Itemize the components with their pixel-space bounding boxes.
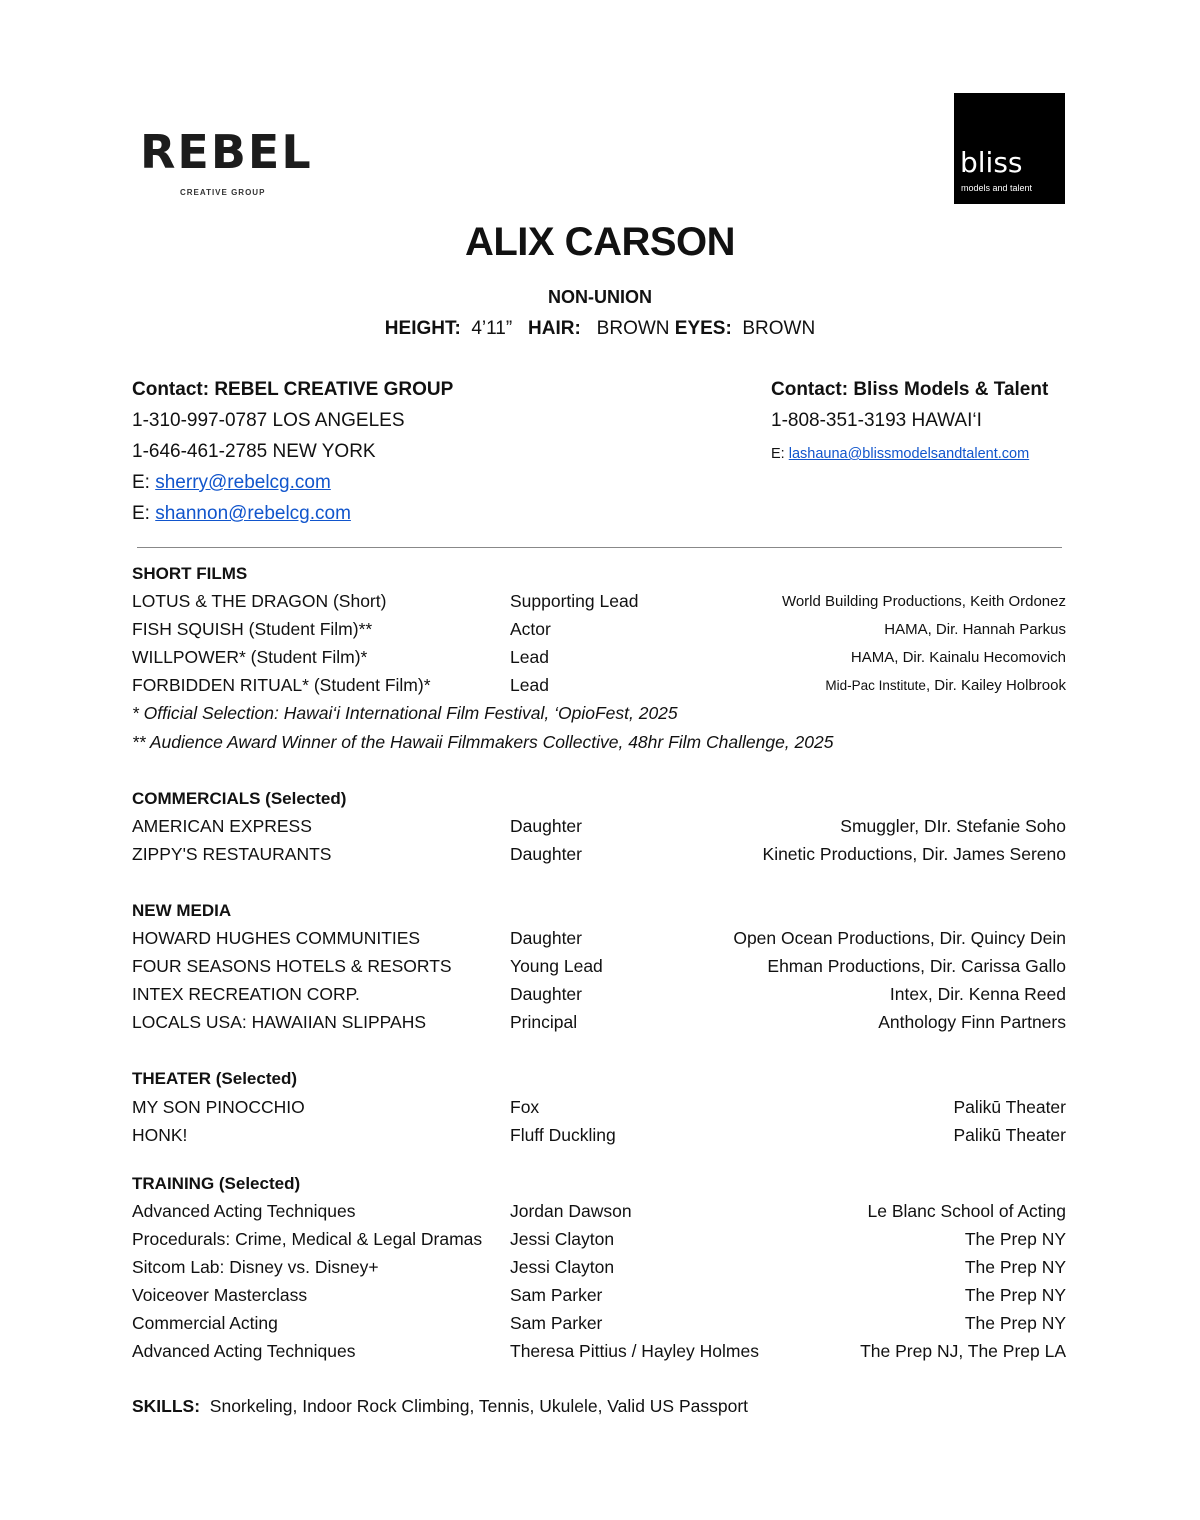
training-school: The Prep NY: [964, 1229, 1066, 1249]
credit-company: Open Ocean Productions, Dir. Quincy Dein: [733, 928, 1066, 948]
skills-line: [132, 1396, 748, 1417]
credit-title: FORBIDDEN RITUAL* (Student Film)*: [132, 675, 431, 695]
training-teacher: Jessi Clayton: [510, 1257, 615, 1277]
credit-company: Palikū Theater: [953, 1097, 1066, 1117]
training-teacher: Jordan Dawson: [510, 1201, 632, 1221]
training-row: [0, 1341, 1200, 1365]
credit-company: Palikū Theater: [953, 1125, 1066, 1145]
rebel-logo-sub: CREATIVE GROUP: [180, 188, 266, 197]
contact-rebel-phone-ny: 1-646-461-2785 NEW YORK: [132, 441, 376, 462]
credit-title: LOTUS & THE DRAGON (Short): [132, 591, 387, 611]
credit-row: [0, 956, 1200, 980]
rebel-logo-word: REBEL: [140, 125, 313, 179]
training-class: Sitcom Lab: Disney vs. Disney+: [132, 1257, 379, 1277]
section-heading-new-media: NEW MEDIA: [132, 901, 232, 920]
email-link-lashauna[interactable]: lashauna@blissmodelsandtalent.com: [788, 446, 1030, 462]
credit-row: [0, 647, 1200, 671]
bliss-logo-word: bliss: [960, 146, 1023, 179]
contact-rebel-phone-la: 1-310-997-0787 LOS ANGELES: [132, 410, 405, 431]
credit-role: Daughter: [510, 816, 582, 836]
credit-row: [0, 816, 1200, 840]
contact-bliss-email: [771, 443, 1029, 465]
training-class: Advanced Acting Techniques: [132, 1201, 356, 1221]
email-prefix: E:: [132, 472, 150, 493]
training-class: Advanced Acting Techniques: [132, 1341, 356, 1361]
credit-row: [0, 1097, 1200, 1121]
credit-role: Actor: [510, 619, 551, 639]
divider: [137, 547, 1062, 548]
contact-bliss-phone: 1-808-351-3193 HAWAI‘I: [771, 410, 982, 431]
hair-value: BROWN: [596, 318, 670, 339]
credit-role: Daughter: [510, 844, 582, 864]
credit-company: HAMA, Dir. Kainalu Hecomovich: [850, 649, 1066, 666]
credit-company: Ehman Productions, Dir. Carissa Gallo: [767, 956, 1066, 976]
training-school: The Prep NJ, The Prep LA: [860, 1341, 1066, 1361]
union-status: NON-UNION: [548, 287, 652, 307]
credit-company: Anthology Finn Partners: [878, 1012, 1066, 1032]
credit-company-rest: , Dir. Kailey Holbrook: [925, 677, 1066, 694]
credit-role: Young Lead: [510, 956, 603, 976]
eyes-value: BROWN: [742, 318, 816, 339]
training-school: The Prep NY: [964, 1285, 1066, 1305]
training-teacher: Sam Parker: [510, 1285, 603, 1305]
credit-row: [0, 619, 1200, 643]
credit-role: Daughter: [510, 984, 582, 1004]
credit-row: [0, 1125, 1200, 1149]
email-prefix: E:: [771, 446, 785, 462]
credit-row: [0, 675, 1200, 699]
credit-title: INTEX RECREATION CORP.: [132, 984, 360, 1004]
training-class: Commercial Acting: [132, 1313, 278, 1333]
credit-role: Lead: [510, 675, 549, 695]
training-class: Voiceover Masterclass: [132, 1285, 308, 1305]
credit-role: Supporting Lead: [510, 591, 639, 611]
credit-title: FOUR SEASONS HOTELS & RESORTS: [132, 956, 452, 976]
training-row: [0, 1201, 1200, 1225]
section-heading-theater: THEATER (Selected): [132, 1069, 297, 1088]
skills-label: SKILLS:: [132, 1396, 201, 1416]
credit-row: [0, 984, 1200, 1008]
training-row: [0, 1313, 1200, 1337]
contact-bliss-title: Contact: Bliss Models & Talent: [771, 379, 1049, 400]
training-teacher: Jessi Clayton: [510, 1229, 615, 1249]
credit-title: FISH SQUISH (Student Film)**: [132, 619, 373, 639]
training-teacher: Sam Parker: [510, 1313, 603, 1333]
credit-role: Daughter: [510, 928, 582, 948]
physical-stats: [0, 318, 1200, 340]
training-teacher: Theresa Pittius / Hayley Holmes: [510, 1341, 759, 1361]
bliss-logo-sub: models and talent: [961, 183, 1033, 193]
training-row: [0, 1257, 1200, 1281]
bliss-logo: [954, 93, 1065, 204]
section-heading-training: TRAINING (Selected): [132, 1174, 301, 1193]
email-link-shannon[interactable]: shannon@rebelcg.com: [155, 503, 351, 524]
credit-company: HAMA, Dir. Hannah Parkus: [884, 621, 1066, 638]
credit-row: [0, 844, 1200, 868]
credit-role: Fox: [510, 1097, 540, 1117]
training-school: The Prep NY: [964, 1313, 1066, 1333]
skills-text: Snorkeling, Indoor Rock Climbing, Tennis, Ukulele, Valid US Passport: [209, 1396, 749, 1416]
training-school: Le Blanc School of Acting: [867, 1201, 1066, 1221]
credit-company: World Building Productions, Keith Ordonez: [781, 593, 1066, 610]
contact-rebel-email-1: [132, 472, 331, 494]
actor-name: ALIX CARSON: [464, 220, 736, 264]
contact-rebel-email-2: [132, 503, 351, 525]
credit-role: Lead: [510, 647, 549, 667]
credit-title: ZIPPY'S RESTAURANTS: [132, 844, 332, 864]
credit-title: LOCALS USA: HAWAIIAN SLIPPAHS: [132, 1012, 427, 1032]
credit-company: Intex, Dir. Kenna Reed: [889, 984, 1066, 1004]
training-school: The Prep NY: [964, 1257, 1066, 1277]
credit-company: Kinetic Productions, Dir. James Sereno: [762, 844, 1066, 864]
height-value: 4’11”: [471, 318, 513, 339]
rebel-logo: [140, 125, 313, 200]
section-heading-short-films: SHORT FILMS: [132, 564, 248, 583]
credit-title: HOWARD HUGHES COMMUNITIES: [132, 928, 421, 948]
credit-company-prefix: Mid-Pac Institute: [825, 678, 926, 693]
email-prefix: E:: [132, 503, 150, 524]
footnote-audience-award: ** Audience Award Winner of the Hawaii Filmmakers Collective, 48hr Film Challenge, 2025: [132, 732, 834, 752]
hair-label: HAIR:: [528, 318, 581, 339]
credit-role: Fluff Duckling: [510, 1125, 616, 1145]
training-class: Procedurals: Crime, Medical & Legal Dramas: [132, 1229, 483, 1249]
email-link-sherry[interactable]: sherry@rebelcg.com: [155, 472, 331, 493]
credit-title: HONK!: [132, 1125, 188, 1145]
credit-title: MY SON PINOCCHIO: [132, 1097, 305, 1117]
credit-row: [0, 591, 1200, 615]
credit-title: WILLPOWER* (Student Film)*: [132, 647, 368, 667]
height-label: HEIGHT:: [384, 318, 461, 339]
credit-company: [825, 677, 1066, 694]
credit-role: Principal: [510, 1012, 578, 1032]
training-row: [0, 1229, 1200, 1253]
training-row: [0, 1285, 1200, 1309]
credit-title: AMERICAN EXPRESS: [132, 816, 312, 836]
section-heading-commercials: COMMERCIALS (Selected): [132, 789, 347, 808]
credit-row: [0, 1012, 1200, 1036]
credit-company: Smuggler, DIr. Stefanie Soho: [840, 816, 1066, 836]
eyes-label: EYES:: [674, 318, 732, 339]
credit-row: [0, 928, 1200, 952]
footnote-official-selection: * Official Selection: Hawai‘i International Film Festival, ‘OpioFest, 2025: [132, 703, 678, 723]
contact-rebel-title: Contact: REBEL CREATIVE GROUP: [132, 379, 454, 400]
